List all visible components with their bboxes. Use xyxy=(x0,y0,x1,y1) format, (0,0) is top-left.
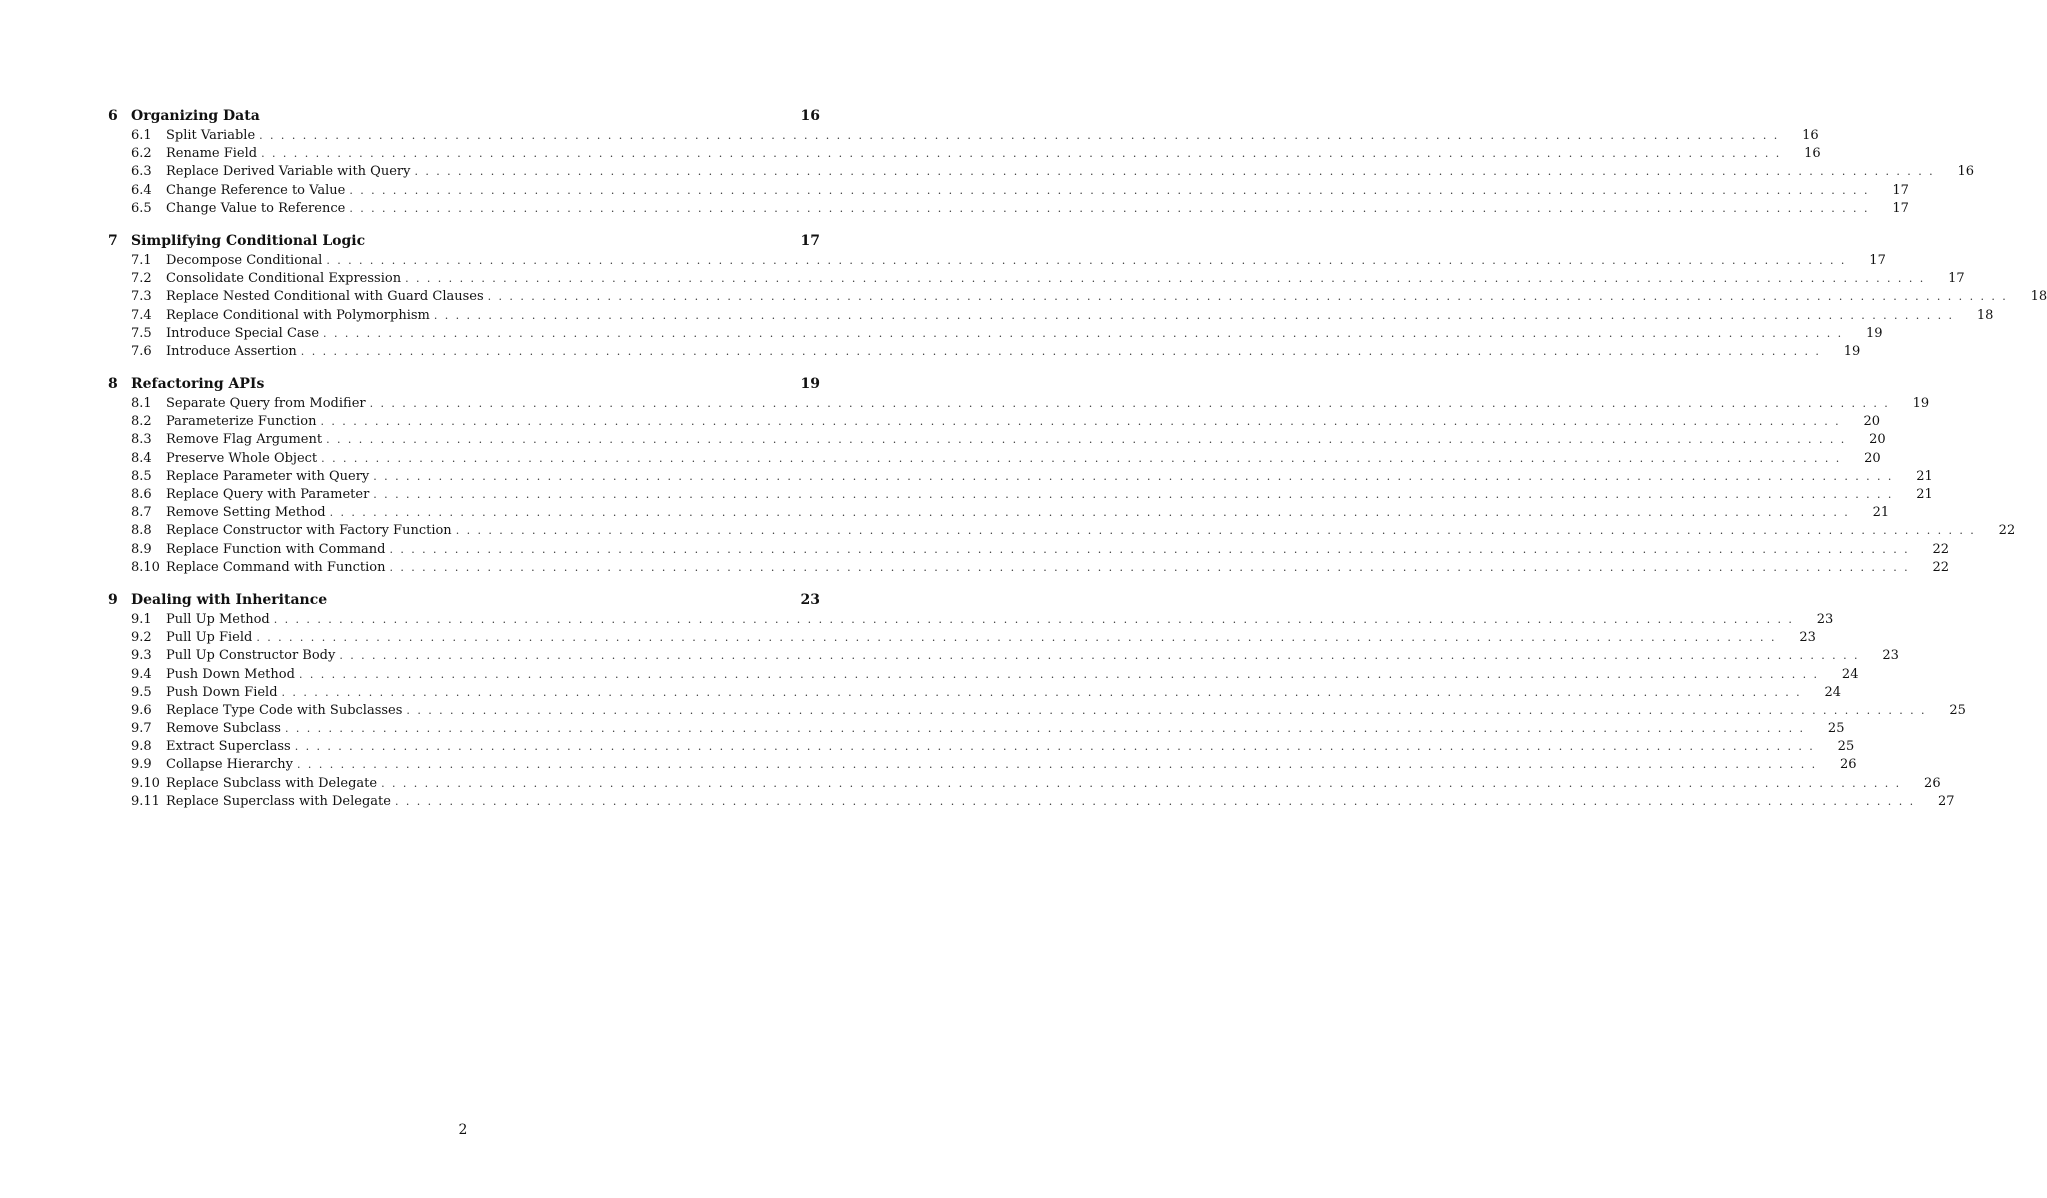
entry-title: Extract Superclass xyxy=(166,739,291,755)
entry-page: 25 xyxy=(1949,702,1966,718)
dot-leader: ............................................................................................................................................ xyxy=(329,506,1856,520)
toc-entry[interactable] xyxy=(108,684,1842,703)
dot-leader: ............................................................................................................................................ xyxy=(256,631,1782,645)
entry-number: 9.1 xyxy=(131,611,152,627)
toc-section xyxy=(108,232,2047,362)
entry-number: 9.10 xyxy=(131,775,160,791)
entry-page: 21 xyxy=(1872,505,1890,521)
dot-leader: ............................................................................................................................................ xyxy=(284,722,1811,736)
toc-section-heading[interactable] xyxy=(108,233,820,253)
dot-leader: ............................................................................................................................................ xyxy=(349,183,1875,197)
dot-leader: ............................................................................................................................................ xyxy=(381,776,1907,790)
entry-number: 6.5 xyxy=(131,200,152,216)
entry-title: Change Reference to Value xyxy=(166,182,346,198)
entry-page: 26 xyxy=(1924,775,1941,791)
toc-section-heading[interactable] xyxy=(108,376,820,396)
entry-title: Replace Conditional with Polymorphism xyxy=(166,307,430,323)
toc-entry[interactable] xyxy=(108,541,1949,560)
entry-number: 6.1 xyxy=(131,128,152,143)
entry-page: 25 xyxy=(1827,721,1845,737)
entry-title: Remove Flag Argument xyxy=(166,432,323,448)
toc-entry[interactable] xyxy=(108,271,1965,289)
section-number: 9 xyxy=(108,591,118,608)
dot-leader: ............................................................................................................................................ xyxy=(414,165,1940,179)
toc-entry[interactable] xyxy=(108,128,1819,146)
entry-title: Introduce Special Case xyxy=(166,325,320,341)
toc-entry[interactable] xyxy=(108,450,1881,469)
entry-page: 24 xyxy=(1824,684,1842,700)
entry-title: Push Down Field xyxy=(166,684,278,700)
dot-leader: ............................................................................................................................................ xyxy=(294,740,1821,754)
toc-entry[interactable] xyxy=(108,307,1994,326)
entry-page: 16 xyxy=(1802,128,1819,143)
entry-number: 9.5 xyxy=(131,684,152,700)
entry-title: Remove Setting Method xyxy=(166,505,326,521)
dot-leader: ............................................................................................................................................ xyxy=(455,524,1982,538)
dot-leader: ............................................................................................................................................ xyxy=(373,469,1899,483)
entry-page: 17 xyxy=(1892,182,1909,198)
entry-page: 23 xyxy=(1882,648,1899,664)
entry-title: Rename Field xyxy=(166,146,258,162)
dot-leader: ............................................................................................................................................ xyxy=(261,147,1787,161)
entry-title: Parameterize Function xyxy=(166,414,317,430)
entry-page: 18 xyxy=(2030,289,2047,305)
entry-title: Change Value to Reference xyxy=(166,200,346,216)
section-number: 7 xyxy=(108,232,118,249)
entry-number: 8.3 xyxy=(131,432,152,448)
toc-section-heading[interactable] xyxy=(108,108,820,128)
entry-page: 23 xyxy=(1799,630,1816,646)
entry-page: 16 xyxy=(1804,146,1821,162)
toc-entry[interactable] xyxy=(108,757,1857,775)
table-of-contents xyxy=(108,108,2047,826)
toc-entry[interactable] xyxy=(108,648,1899,666)
entry-number: 8.9 xyxy=(131,541,152,557)
dot-leader: ............................................................................................................................................ xyxy=(339,649,1865,663)
entry-title: Replace Nested Conditional with Guard Clauses xyxy=(166,289,484,305)
entry-title: Split Variable xyxy=(166,128,256,143)
entry-number: 6.2 xyxy=(131,146,152,162)
entry-number: 8.2 xyxy=(131,414,152,430)
entry-title: Collapse Hierarchy xyxy=(166,757,294,773)
section-number: 6 xyxy=(108,108,118,124)
dot-leader: ............................................................................................................................................ xyxy=(321,451,1847,465)
toc-entry[interactable] xyxy=(108,164,1974,182)
entry-number: 9.6 xyxy=(131,702,152,718)
entry-title: Pull Up Field xyxy=(166,630,253,646)
entry-number: 8.6 xyxy=(131,487,152,502)
toc-entry[interactable] xyxy=(108,559,1949,578)
dot-leader: ............................................................................................................................................ xyxy=(369,397,1896,411)
toc-entry[interactable] xyxy=(108,611,1834,630)
toc-section-heading[interactable] xyxy=(108,592,820,612)
toc-entry[interactable] xyxy=(108,739,1855,757)
entry-page: 22 xyxy=(1998,523,2016,539)
entry-page: 16 xyxy=(1957,164,1974,180)
dot-leader: ............................................................................................................................................ xyxy=(487,290,2014,304)
entry-page: 19 xyxy=(1912,396,1930,412)
toc-section xyxy=(108,108,1974,219)
entry-page: 19 xyxy=(1866,325,1883,341)
entry-title: Introduce Assertion xyxy=(166,343,297,359)
section-title: Refactoring APIs xyxy=(131,376,265,393)
entry-number: 8.5 xyxy=(131,468,152,484)
entry-number: 9.7 xyxy=(131,721,152,737)
entry-page: 20 xyxy=(1869,432,1886,448)
dot-leader: ............................................................................................................................................ xyxy=(326,253,1852,267)
entry-title: Consolidate Conditional Expression xyxy=(166,271,402,287)
toc-entry[interactable] xyxy=(108,702,1966,721)
toc-entry[interactable] xyxy=(108,289,2047,307)
toc-entry[interactable] xyxy=(108,396,1930,414)
section-title: Dealing with Inheritance xyxy=(131,591,328,608)
entry-number: 7.2 xyxy=(131,271,152,287)
entry-number: 9.11 xyxy=(131,793,160,809)
toc-entry[interactable] xyxy=(108,468,1933,487)
entry-title: Replace Derived Variable with Query xyxy=(166,164,411,180)
toc-entry[interactable] xyxy=(108,630,1816,648)
entry-number: 6.4 xyxy=(131,182,152,198)
entry-page: 20 xyxy=(1864,450,1881,466)
dot-leader: ............................................................................................................................................ xyxy=(389,542,1915,556)
toc-entry[interactable] xyxy=(108,343,1861,362)
toc-entry[interactable] xyxy=(108,146,1821,164)
entry-page: 27 xyxy=(1937,793,1955,809)
entry-title: Replace Parameter with Query xyxy=(166,468,370,484)
dot-leader: ............................................................................................................................................ xyxy=(300,344,1827,358)
dot-leader: ............................................................................................................................................ xyxy=(326,433,1852,447)
entry-number: 7.1 xyxy=(131,252,152,268)
entry-title: Replace Subclass with Delegate xyxy=(166,775,378,791)
entry-number: 8.10 xyxy=(131,559,160,575)
entry-number: 6.3 xyxy=(131,164,152,180)
entry-page: 24 xyxy=(1841,666,1859,682)
dot-leader: ............................................................................................................................................ xyxy=(389,560,1915,574)
entry-title: Replace Type Code with Subclasses xyxy=(166,702,403,718)
entry-page: 18 xyxy=(1976,307,1994,323)
entry-number: 7.3 xyxy=(131,289,152,305)
section-title: Organizing Data xyxy=(131,108,260,124)
entry-title: Replace Superclass with Delegate xyxy=(166,793,391,809)
toc-entry[interactable] xyxy=(108,432,1886,450)
toc-entry[interactable] xyxy=(108,414,1881,432)
entry-number: 9.4 xyxy=(131,666,152,682)
toc-entry[interactable] xyxy=(108,487,1933,505)
toc-entry[interactable] xyxy=(108,775,1941,794)
dot-leader: ............................................................................................................................................ xyxy=(349,201,1875,215)
entry-page: 17 xyxy=(1948,271,1965,287)
entry-page: 22 xyxy=(1932,541,1949,557)
entry-number: 8.7 xyxy=(131,505,152,521)
toc-entry[interactable] xyxy=(108,182,1909,201)
section-page: 17 xyxy=(800,232,820,249)
dot-leader: ............................................................................................................................................ xyxy=(323,326,1849,340)
entry-number: 8.1 xyxy=(131,396,152,412)
toc-entry[interactable] xyxy=(108,200,1909,219)
entry-title: Push Down Method xyxy=(166,666,295,682)
toc-entry[interactable] xyxy=(108,666,1859,685)
section-page: 23 xyxy=(800,591,820,608)
toc-entry[interactable] xyxy=(108,252,1886,271)
entry-page: 21 xyxy=(1916,487,1933,502)
toc-section xyxy=(108,376,2016,578)
entry-page: 20 xyxy=(1863,414,1881,430)
entry-title: Replace Command with Function xyxy=(166,559,386,575)
toc-entry[interactable] xyxy=(108,325,1883,344)
entry-title: Remove Subclass xyxy=(166,721,281,737)
section-page: 19 xyxy=(800,376,820,393)
entry-number: 7.5 xyxy=(131,325,152,341)
toc-entry[interactable] xyxy=(108,721,1845,739)
toc-entry[interactable] xyxy=(108,505,1890,523)
section-page: 16 xyxy=(800,108,820,124)
dot-leader: ............................................................................................................................................ xyxy=(273,612,1800,626)
dot-leader: ............................................................................................................................................ xyxy=(433,308,1960,322)
dot-leader: ............................................................................................................................................ xyxy=(373,488,1899,501)
dot-leader: ............................................................................................................................................ xyxy=(406,703,1932,717)
entry-number: 9.3 xyxy=(131,648,152,664)
dot-leader: ............................................................................................................................................ xyxy=(297,758,1823,772)
entry-page: 25 xyxy=(1837,739,1855,755)
entry-page: 17 xyxy=(1869,252,1886,268)
dot-leader: ............................................................................................................................................ xyxy=(405,272,1931,286)
dot-leader: ............................................................................................................................................ xyxy=(298,667,1825,681)
entry-page: 21 xyxy=(1916,468,1933,484)
entry-title: Preserve Whole Object xyxy=(166,450,318,466)
entry-title: Replace Function with Command xyxy=(166,541,386,557)
entry-number: 7.6 xyxy=(131,343,152,359)
toc-entry[interactable] xyxy=(108,523,2016,541)
section-number: 8 xyxy=(108,376,118,393)
entry-page: 17 xyxy=(1892,200,1909,216)
entry-title: Decompose Conditional xyxy=(166,252,323,268)
entry-number: 9.9 xyxy=(131,757,152,773)
toc-section xyxy=(108,591,1966,812)
entry-number: 9.8 xyxy=(131,739,152,755)
entry-number: 8.4 xyxy=(131,450,152,466)
entry-page: 26 xyxy=(1840,757,1857,773)
dot-leader: ............................................................................................................................................ xyxy=(320,415,1847,429)
entry-page: 22 xyxy=(1932,559,1949,575)
entry-title: Pull Up Method xyxy=(166,611,270,627)
entry-number: 8.8 xyxy=(131,523,152,539)
toc-entry[interactable] xyxy=(108,793,1955,812)
entry-page: 23 xyxy=(1816,611,1834,627)
entry-title: Replace Constructor with Factory Function xyxy=(166,523,452,539)
entry-title: Replace Query with Parameter xyxy=(166,487,370,502)
dot-leader: ............................................................................................................................................ xyxy=(281,685,1808,699)
entry-number: 7.4 xyxy=(131,307,152,323)
dot-leader: ............................................................................................................................................ xyxy=(259,129,1785,142)
dot-leader: ............................................................................................................................................ xyxy=(394,794,1921,808)
entry-page: 19 xyxy=(1843,343,1861,359)
page-number: 2 xyxy=(458,1122,468,1138)
section-title: Simplifying Conditional Logic xyxy=(131,232,366,249)
entry-title: Separate Query from Modifier xyxy=(166,396,366,412)
entry-number: 9.2 xyxy=(131,630,152,646)
entry-title: Pull Up Constructor Body xyxy=(166,648,336,664)
